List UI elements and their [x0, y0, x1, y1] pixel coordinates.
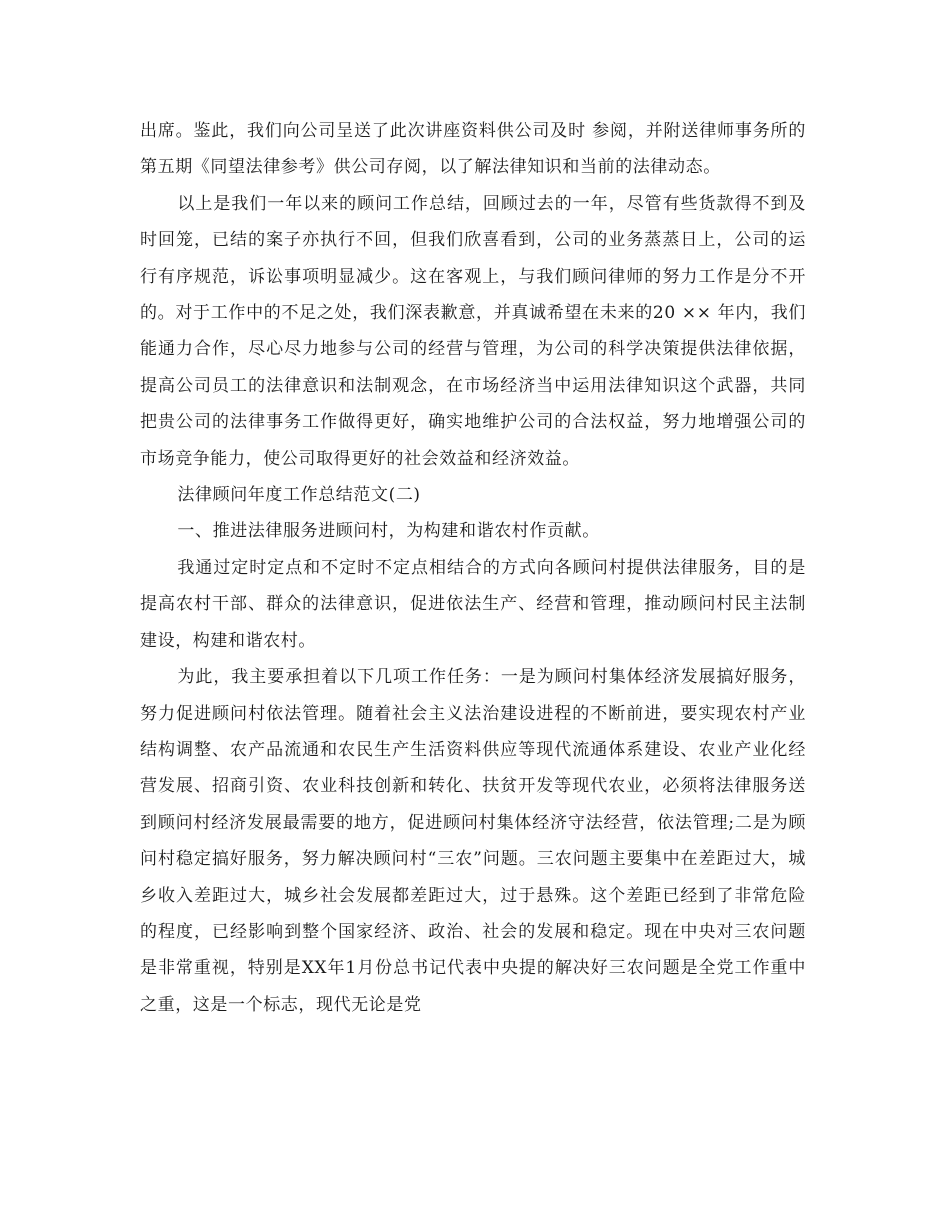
paragraph-4: 为此，我主要承担着以下几项工作任务：一是为顾问村集体经济发展搞好服务，努力促进顾问村依法管理。随着社会主义法治建设进程的不断前进，要实现农村产业结构调整、农产品流通和农民生产生活资料供应等现代流通体系建设、农业产业化经营发展、招商引资、农业科技创新和转化、扶贫开发等现代农业，必须将法律服务送到顾问村经济发展最需要的地方，促进顾问村集体经济守法经营，依法管理;二是为顾问村稳定搞好服务，努力解决顾问村“三农”问题。三农问题主要集中在差距过大，城乡收入差距过大，城乡社会发展都差距过大，过于悬殊。这个差距已经到了非常危险的程度，已经影响到整个国家经济、政治、社会的发展和稳定。现在中央对三农问题是非常重视，特别是XX年1月份总书记代表中央提的解决好三农问题是全党工作重中之重，这是一个标志，现代无论是党 [140, 667, 806, 1015]
paragraph-2: 以上是我们一年以来的顾问工作总结，回顾过去的一年，尽管有些货款得不到及时回笼，已结的案子亦执行不回，但我们欣喜看到，公司的业务蒸蒸日上，公司的运行有序规范，诉讼事项明显减少。这在客观上，与我们顾问律师的努力工作是分不开的。对于工作中的不足之处，我们深表歉意，并真诚希望在未来的20 ×× 年内，我们能通力合作，尽心尽力地参与公司的经营与管理，为公司的科学决策提供法律依据，提高公司员工的法律意识和法制观念，在市场经济当中运用法律知识这个武器，共同把贵公司的法律事务工作做得更好，确实地维护公司的合法权益，努力地增强公司的市场竞争能力，使公司取得更好的社会效益和经济效益。 [140, 193, 806, 469]
paragraph-1: 出席。鉴此，我们向公司呈送了此次讲座资料供公司及时 参阅，并附送律师事务所的第五期《同望法律参考》供公司存阅，以了解法律知识和当前的法律动态。 [140, 121, 806, 178]
document-body [140, 113, 806, 1023]
paragraph-3: 我通过定时定点和不定时不定点相结合的方式向各顾问村提供法律服务，目的是提高农村干部、群众的法律意识，促进依法生产、经营和管理，推动顾问村民主法制建设，构建和谐农村。 [140, 557, 806, 651]
section-heading-1: 一、推进法律服务进顾问村，为构建和谐农村作贡献。 [177, 521, 600, 542]
section-title: 法律顾问年度工作总结范文(二) [177, 485, 421, 506]
